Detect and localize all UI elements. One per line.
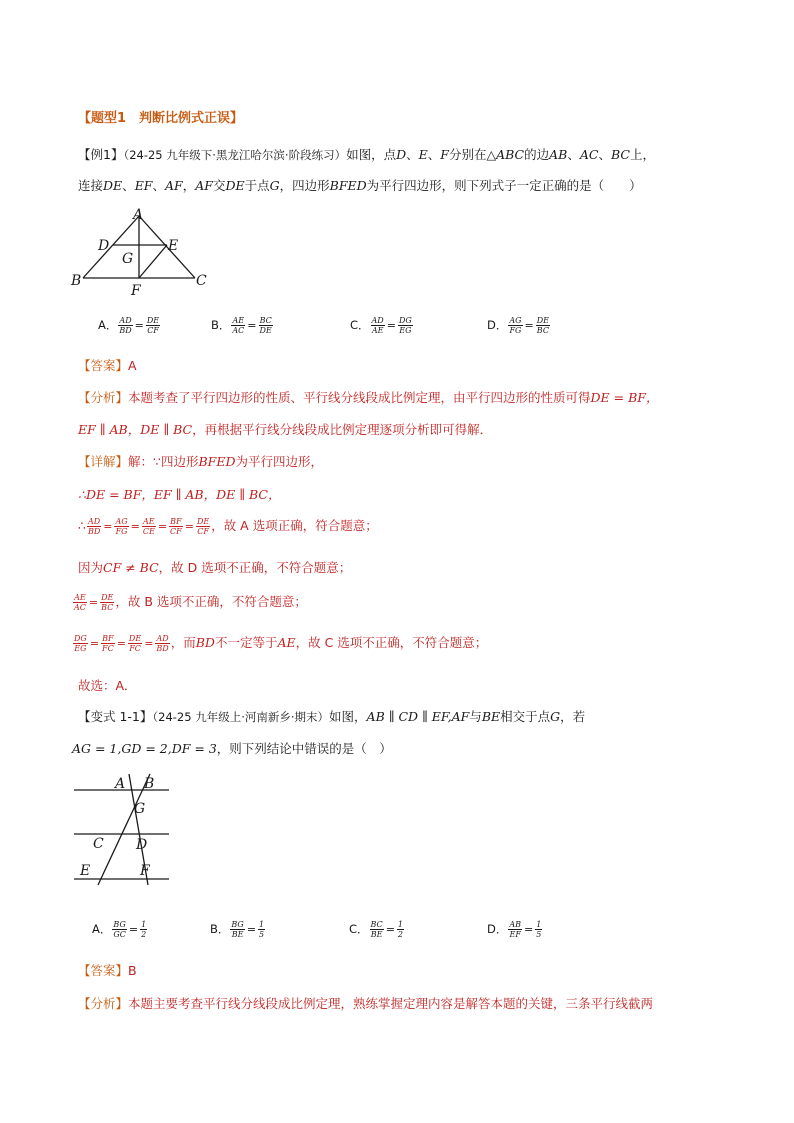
num: DG — [398, 316, 412, 325]
math: EF — [134, 178, 153, 193]
num: BF — [102, 634, 114, 643]
text: ，再根据平行线分线段成比例定理逐项分析即可得解． — [192, 422, 493, 437]
text: ，若 — [560, 709, 586, 724]
answer-line — [78, 356, 137, 374]
text: ， — [182, 178, 196, 193]
math: AG = 1,GD = 2,DF = 3 — [72, 741, 217, 756]
text: 、 — [122, 178, 135, 193]
num: AD — [88, 517, 101, 526]
option-label: D． — [487, 318, 508, 332]
den: BC — [101, 603, 114, 612]
text: 为平行四边形， — [235, 454, 323, 469]
example-1-line-2 — [78, 176, 642, 194]
math: DE = BF， — [590, 390, 659, 405]
detail-line-2 — [78, 485, 280, 503]
detail-line-3: ∴ $\frac{AD}{BD}$ = $\frac{AG}{FG}$ = $\frac{AE}{CE}$ = $\frac{BF}{CF}$ = $\frac{DE}{CF}$ ，故 A 选项正确，符合题意； — [78, 517, 378, 536]
text: ∴ — [78, 518, 86, 533]
option-label: A． — [92, 922, 112, 936]
variant-1-1-line-2 — [72, 739, 392, 757]
math: F — [440, 147, 449, 162]
parallel-lines-figure — [66, 768, 178, 888]
den: CF — [147, 326, 159, 335]
math: ∴DE = BF，EF ∥ AB，DE ∥ BC， — [78, 487, 281, 502]
den: FG — [115, 527, 128, 536]
den: FG — [509, 326, 522, 335]
analysis-tag: 【分析】 — [78, 390, 129, 405]
text: ，四边形 — [279, 178, 330, 193]
label-e: E — [168, 238, 179, 254]
text: 如图， — [329, 709, 367, 724]
text: ，则下列结论中错误的是（ ） — [216, 741, 392, 756]
variant-1-1-line-1 — [78, 707, 585, 725]
num: BC — [259, 316, 272, 325]
num: AG — [115, 517, 128, 526]
analysis-line-2 — [78, 420, 492, 438]
text: 为平行四边形，则下列式子一定正确的是（ ） — [366, 178, 642, 193]
detail-line-5: $\frac{AE}{AC}$ = $\frac{DE}{BC}$ ，故 B 选项不正确，不符合题意； — [74, 593, 307, 612]
variant-option-c[interactable]: C． $\frac{BC}{BE}$ = $\frac{1}{2}$ — [349, 920, 403, 939]
math: AF — [195, 178, 213, 193]
den: 5 — [536, 930, 542, 939]
option-b[interactable]: B． $\frac{AE}{AC}$ = $\frac{BC}{DE}$ — [211, 316, 272, 335]
label-g: G — [122, 251, 134, 267]
num: 1 — [397, 920, 403, 929]
variant-option-b[interactable]: B． $\frac{BG}{BE}$ = $\frac{1}{5}$ — [210, 920, 265, 939]
text: 于点 — [244, 178, 270, 193]
label-e: E — [80, 863, 91, 879]
text: 连接 — [78, 178, 104, 193]
detail-line-4 — [78, 558, 351, 576]
text: ，而 — [170, 635, 196, 650]
detail-line-1 — [78, 452, 323, 470]
den: EG — [74, 644, 87, 653]
text: 、 — [406, 147, 419, 162]
text: 本题考查了平行四边形的性质、平行线分线段成比例定理，由平行四边形的性质可得 — [128, 390, 591, 405]
variant-label: 【变式 1-1】 — [78, 709, 153, 724]
math: DE — [103, 178, 123, 193]
text: 的边 — [524, 147, 550, 162]
den: FC — [102, 644, 114, 653]
den: CF — [197, 527, 209, 536]
option-label: C． — [350, 318, 370, 332]
den: BD — [119, 326, 132, 335]
option-label: C． — [349, 922, 369, 936]
option-d[interactable]: D． $\frac{AG}{FG}$ = $\frac{DE}{BC}$ — [487, 316, 550, 335]
num: AD — [156, 634, 169, 643]
answer-value: B — [128, 963, 137, 978]
text: 交 — [212, 178, 226, 193]
example-label: 【例1】 — [78, 147, 124, 162]
math: AB — [549, 147, 568, 162]
den: CE — [142, 527, 155, 536]
side-ab — [83, 216, 139, 278]
text: ，故 A 选项正确，符合题意； — [211, 518, 378, 533]
text: 因为 — [78, 560, 104, 575]
math: D — [396, 147, 407, 162]
den: AE — [371, 326, 384, 335]
example-source: （24-25 九年级下·黑龙江哈尔滨·阶段练习） — [123, 148, 347, 162]
num: DE — [128, 634, 142, 643]
den: BD — [156, 644, 169, 653]
den: BE — [231, 930, 244, 939]
num: AD — [371, 316, 384, 325]
math: DE — [225, 178, 245, 193]
segment-ef — [139, 245, 167, 278]
variant-source: （24-25 九年级上·河南新乡·期末） — [152, 710, 330, 724]
math: G — [550, 709, 561, 724]
num: 1 — [141, 920, 147, 929]
label-a: A — [115, 776, 126, 792]
num: AD — [119, 316, 132, 325]
math: BC — [610, 147, 630, 162]
example-1-line-1 — [78, 145, 655, 163]
text: 、 — [152, 178, 166, 193]
choose-line: 故选：A． — [78, 678, 137, 693]
text: ，故 B 选项不正确，不符合题意； — [115, 594, 307, 609]
text: 、 — [567, 147, 580, 162]
num: AE — [143, 517, 155, 526]
label-c: C — [93, 836, 104, 852]
label-c: C — [196, 273, 207, 289]
math: BFED — [329, 178, 367, 193]
label-f: F — [131, 283, 141, 298]
option-label: B． — [211, 318, 231, 332]
section-title: 【题型1 判断比例式正误】 — [78, 111, 244, 126]
variant-analysis-line — [78, 994, 653, 1012]
den: BD — [87, 527, 101, 536]
math: BD — [195, 635, 215, 650]
den: BC — [536, 326, 549, 335]
text: 解：∵四边形 — [128, 454, 199, 469]
num: BG — [231, 920, 244, 929]
option-c[interactable]: C． $\frac{AD}{AE}$ = $\frac{DG}{EG}$ — [350, 316, 412, 335]
analysis-line-1 — [78, 388, 658, 406]
detail-tag: 【详解】 — [78, 454, 129, 469]
den: AC — [232, 326, 245, 335]
den: EF — [509, 930, 521, 939]
math: BE — [481, 709, 501, 724]
num: DE — [101, 593, 114, 602]
den: 2 — [397, 930, 403, 939]
option-a[interactable]: A． $\frac{AD}{BD}$ = $\frac{DE}{CF}$ — [98, 316, 160, 335]
num: DE — [196, 517, 210, 526]
num: AG — [509, 316, 522, 325]
text: ，故 D 选项不正确，不符合题意； — [158, 560, 352, 575]
num: 1 — [259, 920, 265, 929]
option-label: D． — [487, 922, 508, 936]
den: GC — [113, 930, 126, 939]
den: AC — [74, 603, 86, 612]
math: △ABC — [486, 147, 525, 162]
text: 上， — [629, 147, 655, 162]
text: 、 — [598, 147, 611, 162]
text: 分别在 — [448, 147, 487, 162]
detail-line-6: $\frac{DG}{EG}$ = $\frac{BF}{FC}$ = $\frac{DE}{FC}$ = $\frac{AD}{BD}$ ，而BD不一定等于AE，故 C 选项不正确，不符合题意； — [74, 634, 488, 653]
option-label: A． — [98, 318, 118, 332]
num: BC — [370, 920, 383, 929]
num: DE — [536, 316, 550, 325]
num: AB — [509, 920, 522, 929]
den: EG — [399, 326, 412, 335]
num: DE — [146, 316, 160, 325]
answer-value: A — [128, 358, 137, 373]
variant-answer-line — [78, 961, 137, 979]
num: AE — [232, 316, 245, 325]
answer-tag: 【答案】 — [78, 358, 129, 373]
math: EF ∥ AB，DE ∥ BC — [78, 422, 193, 437]
den: 2 — [141, 930, 147, 939]
option-label: B． — [210, 922, 230, 936]
text: 不一定等于 — [214, 635, 278, 650]
math: G — [269, 178, 280, 193]
math: CF ≠ BC — [103, 560, 159, 575]
den: 5 — [259, 930, 265, 939]
label-d: D — [98, 238, 110, 254]
num: 1 — [536, 920, 542, 929]
triangle-figure — [66, 204, 216, 298]
variant-option-a[interactable]: A． $\frac{BG}{GC}$ = $\frac{1}{2}$ — [92, 920, 147, 939]
label-a: A — [133, 207, 144, 223]
math: AC — [579, 147, 599, 162]
label-d: D — [136, 837, 148, 853]
math: AB ∥ CD ∥ EF,AF — [366, 709, 470, 724]
label-b: B — [144, 776, 155, 792]
label-f: F — [140, 863, 150, 879]
math: AF — [165, 178, 183, 193]
num: BF — [170, 517, 182, 526]
text: 如图，点 — [346, 147, 397, 162]
den: BE — [370, 930, 383, 939]
label-g: G — [134, 801, 146, 817]
num: BG — [113, 920, 126, 929]
text: 本题主要考查平行线分线段成比例定理，熟练掌握定理内容是解答本题的关键，三条平行线截两 — [128, 996, 654, 1011]
num: DG — [74, 634, 87, 643]
label-b: B — [71, 273, 82, 289]
variant-option-d[interactable]: D． $\frac{AB}{EF}$ = $\frac{1}{5}$ — [487, 920, 542, 939]
math: BFED — [198, 454, 236, 469]
text: ，故 C 选项不正确，不符合题意； — [295, 635, 488, 650]
den: CF — [170, 527, 182, 536]
text: 相交于点 — [500, 709, 551, 724]
answer-tag: 【答案】 — [78, 963, 129, 978]
num: AE — [74, 593, 86, 602]
analysis-tag: 【分析】 — [78, 996, 129, 1011]
den: FC — [129, 644, 141, 653]
text: 、 — [427, 147, 441, 162]
den: DE — [259, 326, 272, 335]
math: E — [418, 147, 428, 162]
text: 与 — [469, 709, 482, 724]
math: AE — [277, 635, 296, 650]
